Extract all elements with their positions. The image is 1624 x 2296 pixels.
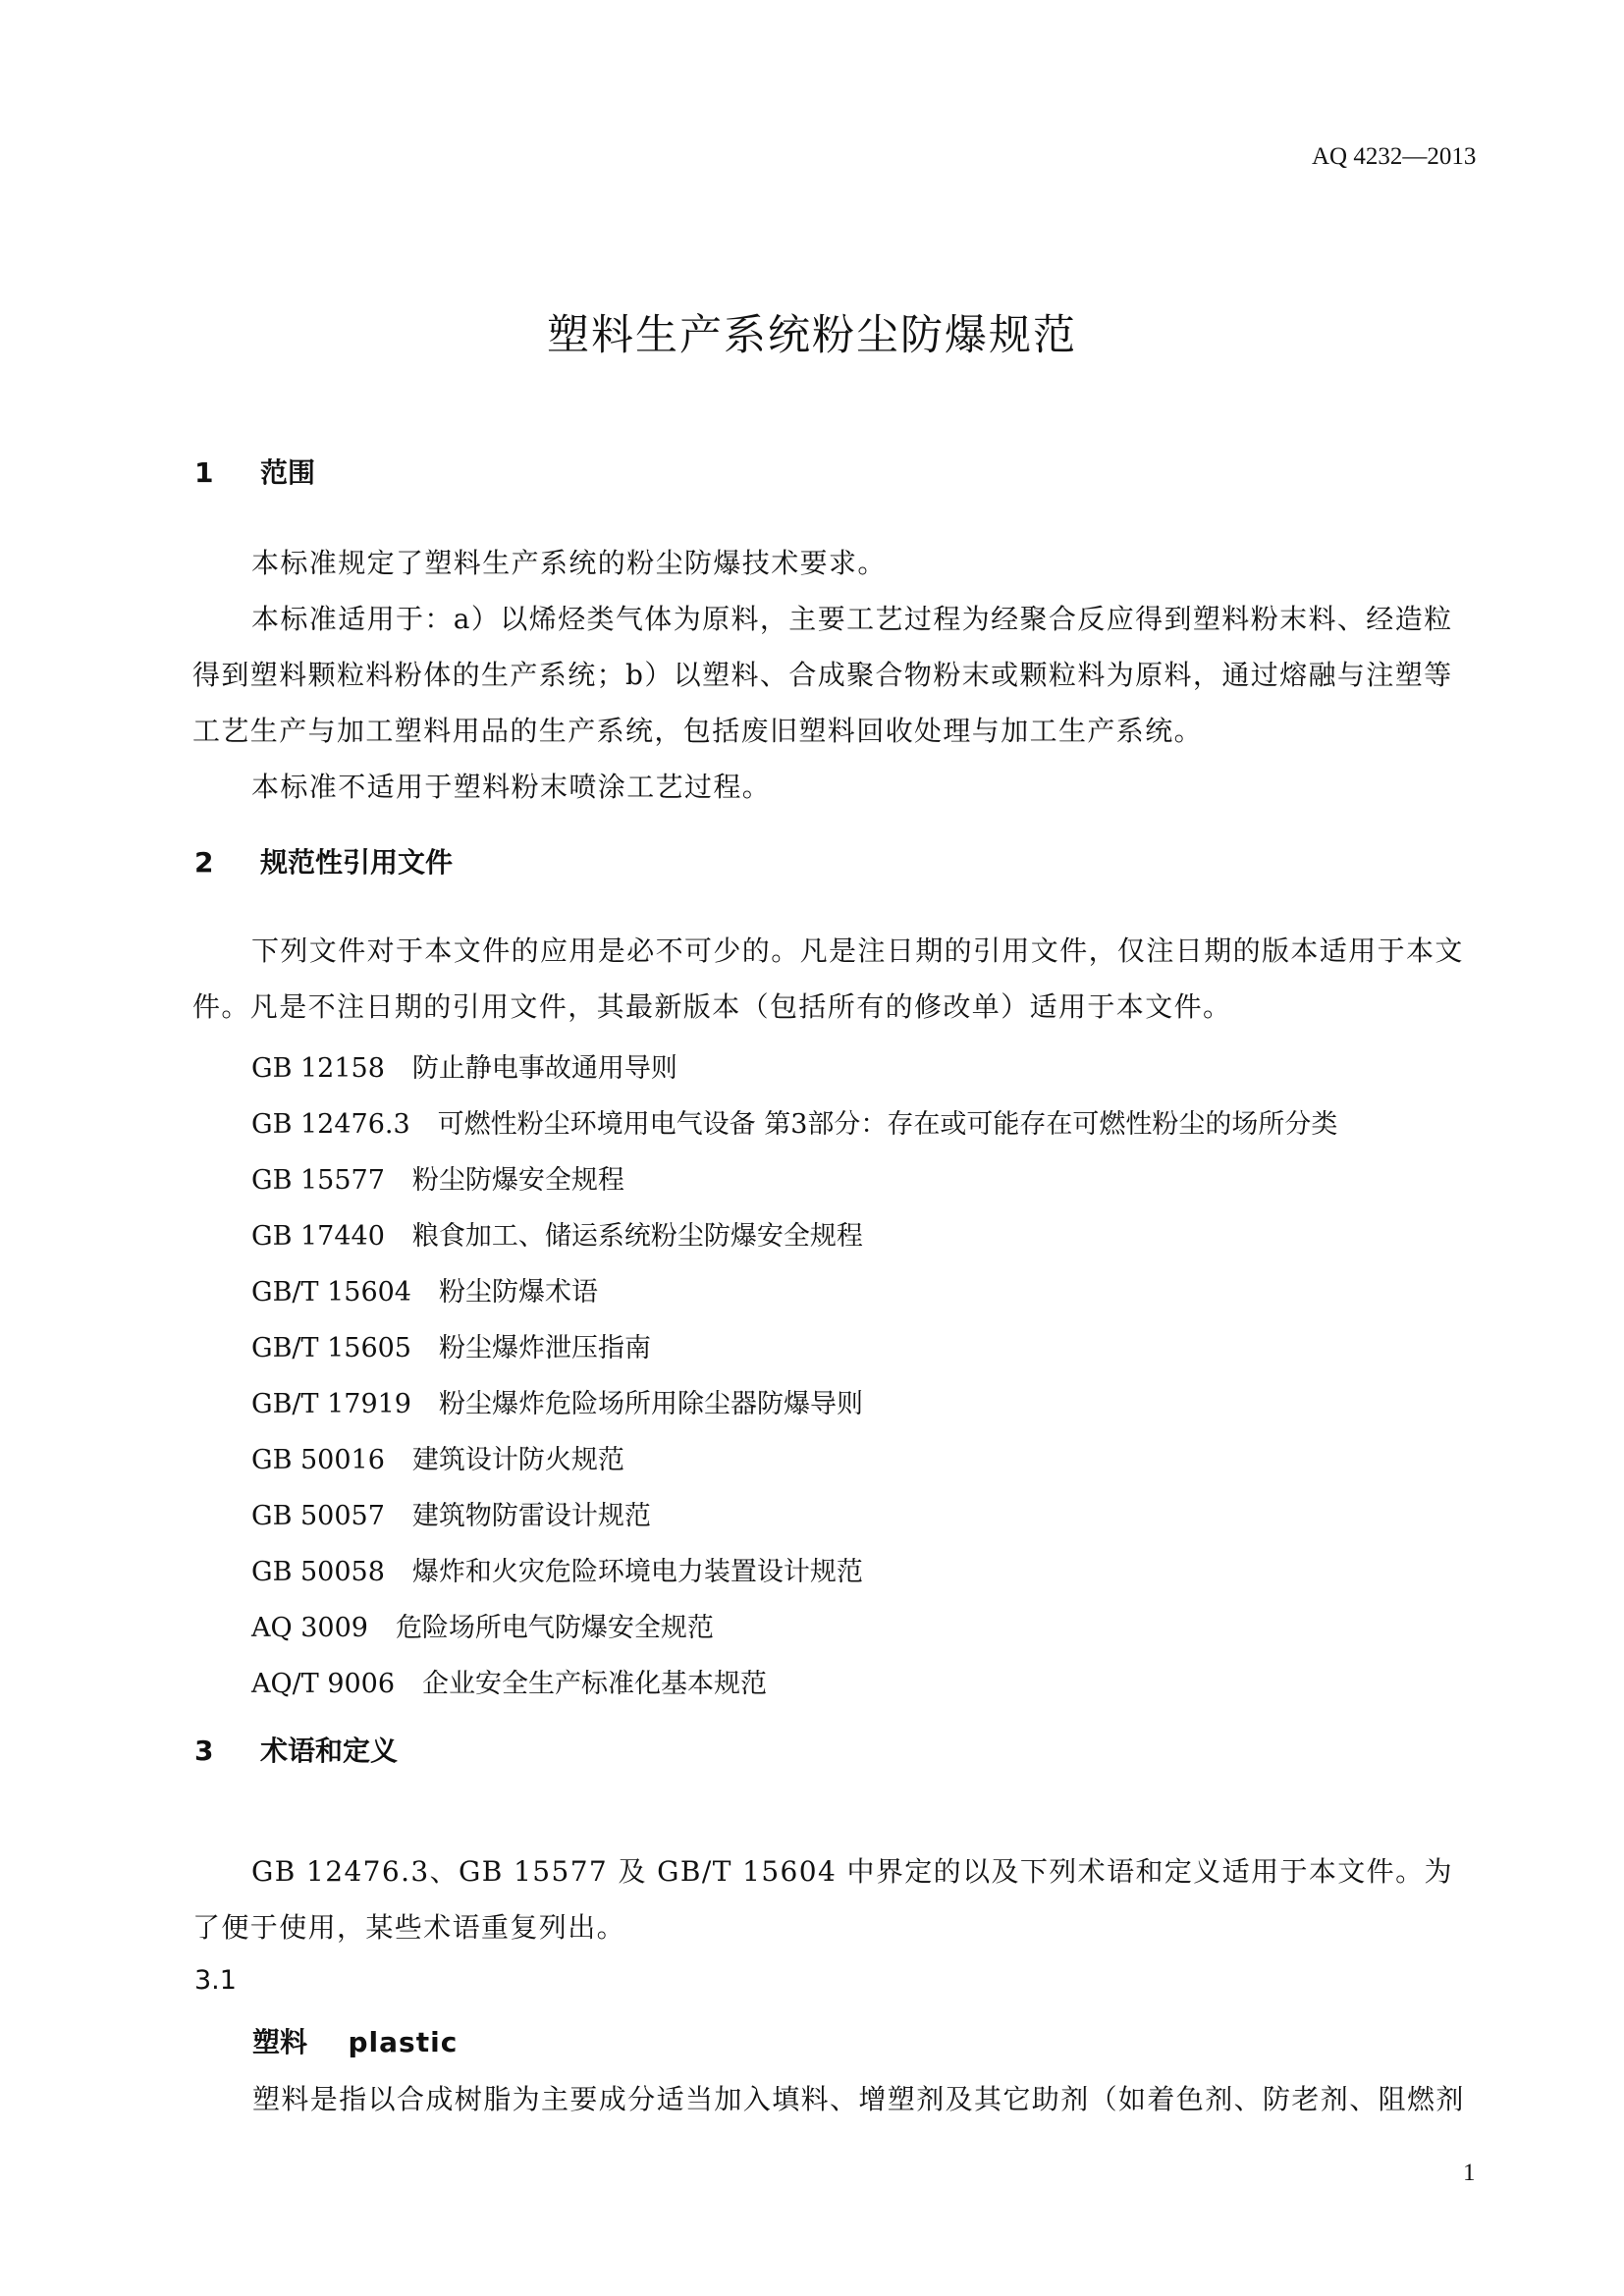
reference-title: 建筑设计防火规范 [411, 1445, 624, 1475]
section-2-heading [194, 841, 453, 881]
reference-item [251, 1382, 863, 1420]
reference-code: GB/T 17919 [251, 1389, 411, 1419]
reference-title: 企业安全生产标准化基本规范 [422, 1669, 768, 1699]
reference-code: AQ 3009 [251, 1613, 368, 1643]
reference-title: 爆炸和火灾危险环境电力装置设计规范 [411, 1557, 863, 1587]
reference-title: 防止静电事故通用导则 [411, 1053, 677, 1084]
term-cn: 塑料 [252, 2026, 308, 2058]
reference-title: 可燃性粉尘环境用电气设备 第3部分：存在或可能存在可燃性粉尘的场所分类 [437, 1109, 1338, 1140]
section-3-intro [192, 1843, 1469, 1955]
document-title: 塑料生产系统粉尘防爆规范 [547, 311, 1077, 360]
section-number: 3 [194, 1735, 214, 1767]
reference-code: GB 15577 [251, 1165, 385, 1196]
reference-code: AQ/T 9006 [251, 1669, 396, 1699]
reference-item [251, 1102, 1337, 1141]
section-title: 范围 [259, 456, 315, 489]
reference-title: 粉尘防爆术语 [439, 1277, 598, 1308]
reference-title: 建筑物防雷设计规范 [411, 1501, 651, 1531]
section-number: 2 [194, 846, 214, 879]
section-1-body [192, 535, 1469, 815]
term-en: plastic [348, 2026, 459, 2058]
reference-code: GB/T 15605 [251, 1333, 411, 1363]
section-number: 1 [194, 456, 214, 489]
reference-item [251, 1046, 677, 1085]
reference-item [251, 1158, 624, 1197]
section-title: 规范性引用文件 [259, 846, 453, 879]
reference-item [251, 1326, 651, 1364]
reference-item [251, 1270, 598, 1308]
paragraph: 下列文件对于本文件的应用是必不可少的。凡是注日期的引用文件，仅注日期的版本适用于本文件。凡是不注日期的引用文件，其最新版本（包括所有的修改单）适用于本文件。 [192, 934, 1464, 1023]
paragraph: GB 12476.3、GB 15577 及 GB/T 15604 中界定的以及下列术语和定义适用于本文件。为了便于使用，某些术语重复列出。 [192, 1855, 1453, 1944]
reference-title: 粉尘防爆安全规程 [411, 1165, 624, 1196]
reference-item [251, 1494, 651, 1532]
reference-code: GB 50057 [251, 1501, 385, 1531]
section-title: 术语和定义 [259, 1735, 398, 1767]
reference-code: GB/T 15604 [251, 1277, 411, 1308]
reference-title: 粮食加工、储运系统粉尘防爆安全规程 [411, 1221, 863, 1252]
section-1-heading [194, 452, 315, 491]
reference-title: 粉尘爆炸危险场所用除尘器防爆导则 [439, 1389, 863, 1419]
standard-number: AQ 4232—2013 [1312, 143, 1477, 170]
reference-item [251, 1438, 624, 1476]
reference-code: GB 50016 [251, 1445, 385, 1475]
term-definition: 塑料是指以合成树脂为主要成分适当加入填料、增塑剂及其它助剂（如着色剂、防老剂、阻燃剂 [252, 2083, 1465, 2115]
paragraph: 本标准不适用于塑料粉末喷涂工艺过程。 [251, 771, 772, 803]
reference-code: GB 12476.3 [251, 1109, 410, 1140]
reference-code: GB 12158 [251, 1053, 385, 1084]
section-3-heading [194, 1730, 398, 1769]
term-line [252, 2021, 458, 2060]
subsection-number: 3.1 [194, 1965, 237, 1996]
reference-code: GB 17440 [251, 1221, 385, 1252]
reference-item [251, 1606, 714, 1644]
paragraph: 本标准适用于：a）以烯烃类气体为原料，主要工艺过程为经聚合反应得到塑料粉末料、经造粒得到塑料颗粒料粉体的生产系统；b）以塑料、合成聚合物粉末或颗粒料为原料，通过熔融与注塑等工艺生产与加工塑料用品的生产系统，包括废旧塑料回收处理与加工生产系统。 [192, 603, 1453, 747]
reference-item [251, 1662, 767, 1700]
reference-title: 粉尘爆炸泄压指南 [439, 1333, 651, 1363]
reference-item [251, 1550, 863, 1588]
page-number: 1 [1463, 2160, 1476, 2186]
reference-title: 危险场所电气防爆安全规范 [395, 1613, 714, 1643]
reference-item [251, 1214, 863, 1253]
paragraph: 本标准规定了塑料生产系统的粉尘防爆技术要求。 [251, 547, 887, 579]
reference-code: GB 50058 [251, 1557, 385, 1587]
section-2-intro [192, 923, 1469, 1035]
